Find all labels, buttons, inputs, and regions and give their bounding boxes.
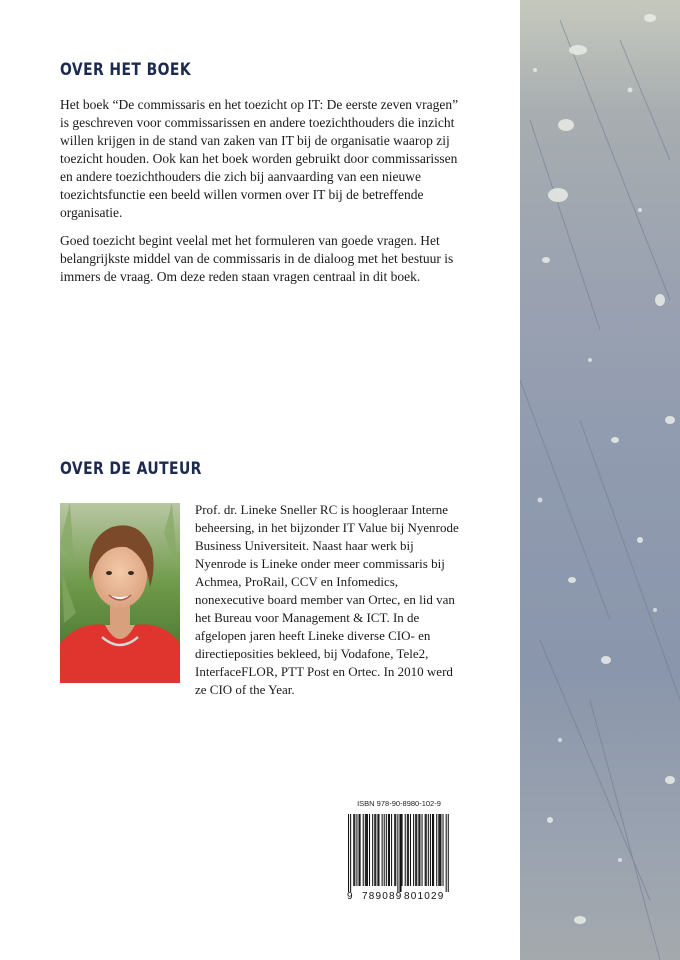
barcode-bar bbox=[413, 814, 414, 886]
barcode-bar bbox=[440, 814, 441, 886]
barcode-digits-right: 801029 bbox=[404, 891, 445, 902]
barcode-bar bbox=[446, 814, 447, 892]
author-photo bbox=[60, 503, 180, 683]
barcode-bar bbox=[425, 814, 426, 886]
barcode-digit-first: 9 bbox=[347, 891, 354, 902]
barcode-bar bbox=[443, 814, 444, 886]
barcode-bar bbox=[395, 814, 396, 886]
barcode-bar bbox=[356, 814, 357, 886]
barcode bbox=[346, 814, 450, 899]
barcode-bar bbox=[384, 814, 385, 886]
barcode-bar bbox=[416, 814, 417, 886]
author-bio: Prof. dr. Lineke Sneller RC is hoogleraar Interne beheersing, in het bijzonder IT Value bij Nyenrode Business Universiteit. Naast haar werk bij Nyenrode is Lineke onder meer commissaris bij Achmea, ProRail, CCV en Infomedics, nonexecutive board member van Ortec, en lid van het Bureau voor Management & ICT. In de afgelopen jaren heeft Lineke diverse CIO- en directieposities bekleed, bij Vodafone, Tele2, InterfaceFLOR, PTT Post en Ortec. In 2010 werd ze CIO of the Year. bbox=[195, 502, 459, 697]
barcode-bar bbox=[428, 814, 429, 886]
barcode-bar bbox=[397, 814, 398, 892]
barcode-bar bbox=[405, 814, 406, 886]
isbn-label: ISBN 978-90-8980-102-9 bbox=[357, 799, 441, 808]
barcode-bar bbox=[374, 814, 375, 886]
barcode-bar bbox=[438, 814, 439, 886]
about-book-heading: OVER HET BOEK bbox=[60, 60, 192, 80]
rain-window-image bbox=[520, 0, 680, 960]
barcode-bar bbox=[375, 814, 376, 886]
barcode-bar bbox=[359, 814, 360, 886]
barcode-bar bbox=[363, 814, 364, 886]
barcode-bar bbox=[388, 814, 389, 886]
barcode-bar bbox=[372, 814, 373, 886]
barcode-bar bbox=[418, 814, 419, 886]
barcode-bar bbox=[430, 814, 431, 886]
barcode-bar bbox=[378, 814, 379, 886]
barcode-bar bbox=[399, 814, 400, 892]
barcode-bar bbox=[410, 814, 411, 886]
barcode-bar bbox=[369, 814, 370, 886]
barcode-bar bbox=[377, 814, 378, 886]
barcode-bar bbox=[366, 814, 367, 886]
barcode-bar bbox=[365, 814, 366, 886]
barcode-bar bbox=[391, 814, 392, 886]
barcode-bar bbox=[382, 814, 383, 886]
barcode-bar bbox=[408, 814, 409, 886]
barcode-bar bbox=[348, 814, 349, 892]
barcode-bar bbox=[426, 814, 427, 886]
barcode-bar bbox=[354, 814, 355, 886]
barcode-bar bbox=[386, 814, 387, 886]
barcode-bar bbox=[350, 814, 351, 892]
barcode-bar bbox=[432, 814, 433, 886]
about-book-paragraph-2: Goed toezicht begint veelal met het formuleren van goede vragen. Het belangrijkste middel van de commissaris in de dialoog met het bestuur is immers de vraag. Om deze reden staan vragen centraal in dit boek. bbox=[60, 233, 454, 284]
barcode-bar bbox=[448, 814, 449, 892]
about-book-paragraph-1: Het boek “De commissaris en het toezicht op IT: De eerste zeven vragen” is geschreven voor commissarissen en andere toezichthouders die inzicht willen krijgen in de stand van zaken van IT bij de organisatie waarop zij toezicht houden. Ook kan het boek worden gebruikt door commissarissen en andere toezichthouders die zich bij aanvaarding van een nieuwe toezichtsfunctie een beeld willen vormen over IT bij de betreffende organisatie. bbox=[60, 97, 459, 220]
barcode-bar bbox=[402, 814, 403, 886]
barcode-bar bbox=[353, 814, 354, 886]
barcode-bar bbox=[394, 814, 395, 886]
barcode-bar bbox=[419, 814, 420, 886]
barcode-bar bbox=[433, 814, 434, 886]
barcode-bar bbox=[401, 814, 402, 892]
barcode-bar bbox=[389, 814, 390, 886]
barcode-bar bbox=[407, 814, 408, 886]
barcode-bar bbox=[439, 814, 440, 886]
barcode-bar bbox=[436, 814, 437, 886]
barcode-bar bbox=[360, 814, 361, 886]
barcode-bar bbox=[422, 814, 423, 886]
about-author-heading: OVER DE AUTEUR bbox=[60, 459, 202, 479]
barcode-bar bbox=[367, 814, 368, 886]
barcode-digits-left: 789089 bbox=[362, 891, 403, 902]
barcode-bar bbox=[415, 814, 416, 886]
